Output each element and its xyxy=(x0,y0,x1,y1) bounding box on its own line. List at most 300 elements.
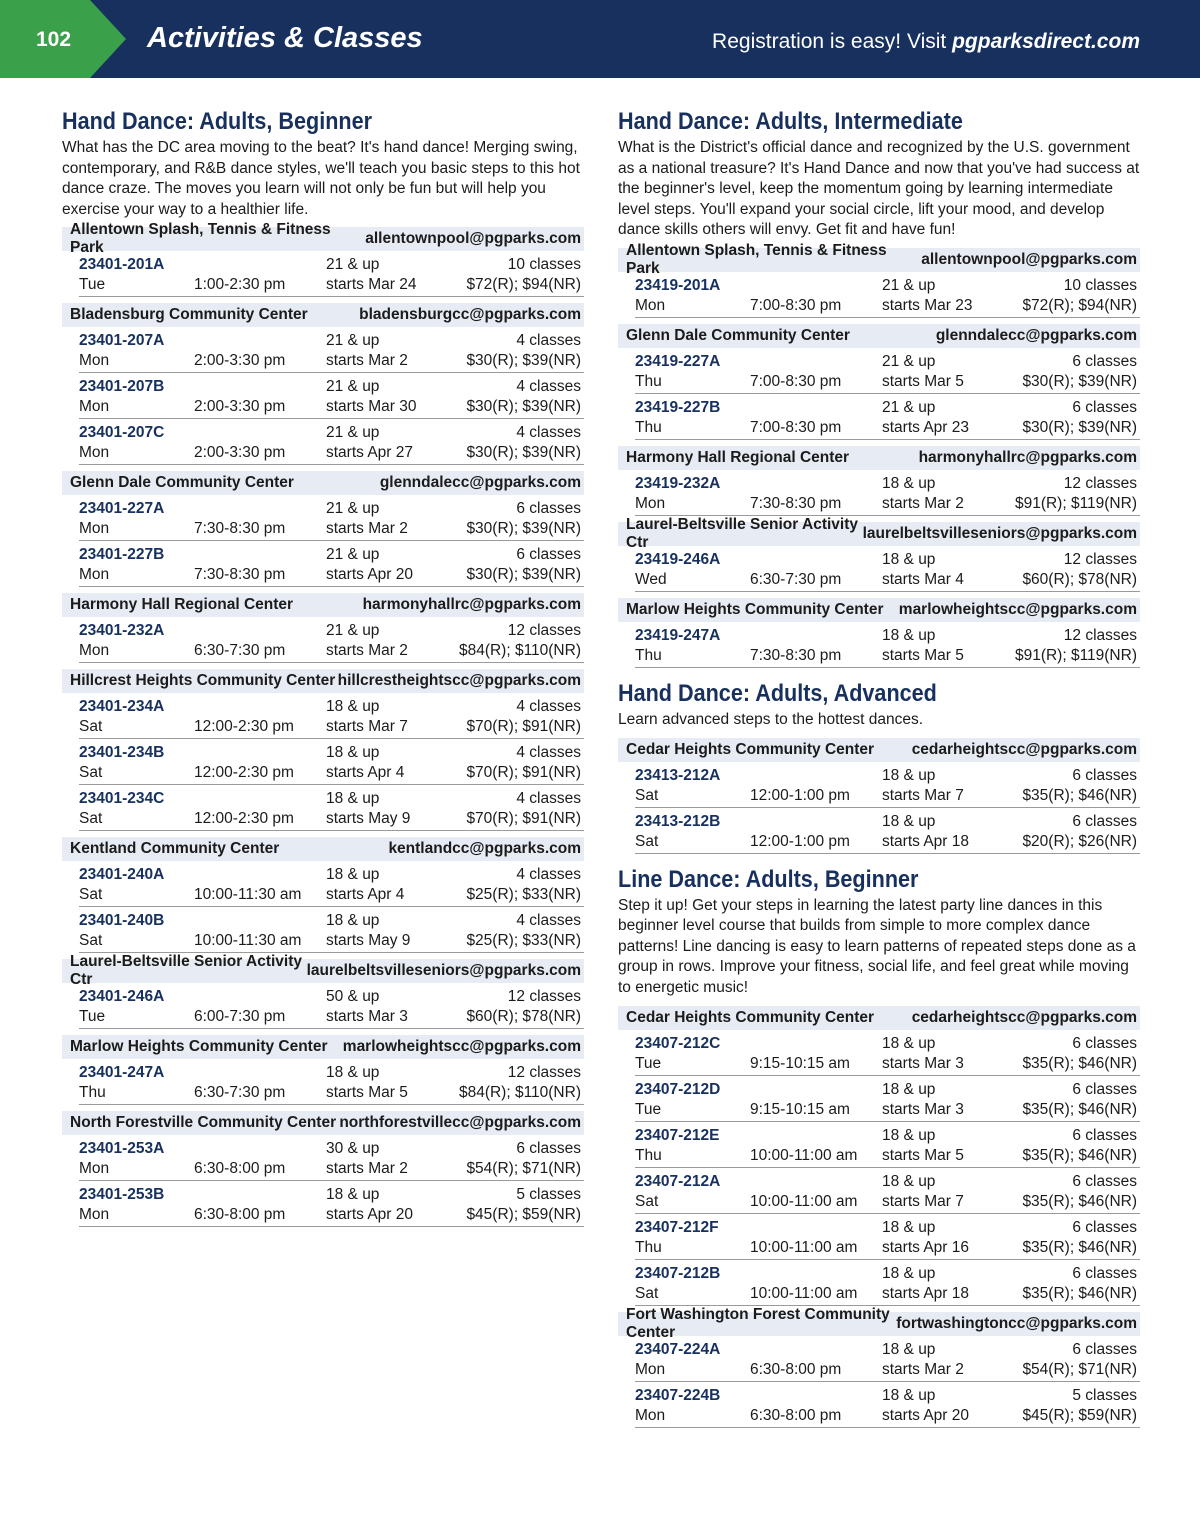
class-code[interactable]: 23407-212E xyxy=(635,1126,720,1144)
class-start: starts Apr 18 xyxy=(882,832,970,850)
class-age: 21 & up xyxy=(882,276,936,294)
row-spacer xyxy=(750,1264,882,1284)
row-spacer xyxy=(750,474,882,494)
location-email[interactable]: kentlandcc@pgparks.com xyxy=(388,840,581,858)
class-age: 18 & up xyxy=(882,1264,936,1282)
class-row xyxy=(635,473,1140,516)
class-age: 18 & up xyxy=(882,1340,936,1358)
class-day: Mon xyxy=(79,1160,110,1178)
class-day: Thu xyxy=(635,1146,662,1164)
class-time: 9:15-10:15 am xyxy=(750,1100,850,1118)
row-spacer xyxy=(750,1340,882,1360)
location-email[interactable]: fortwashingtoncc@pgparks.com xyxy=(896,1314,1137,1332)
class-count: 5 classes xyxy=(1072,1386,1137,1404)
class-day: Mon xyxy=(635,296,666,314)
location-group xyxy=(618,324,1140,440)
class-code[interactable]: 23419-201A xyxy=(635,276,721,294)
location-group xyxy=(62,303,584,465)
class-age: 18 & up xyxy=(326,698,380,716)
class-row xyxy=(79,422,584,465)
location-name: Fort Washington Forest Community Center xyxy=(626,1305,890,1341)
row-spacer xyxy=(750,1034,882,1054)
class-code[interactable]: 23419-246A xyxy=(635,550,721,568)
class-code[interactable]: 23401-232A xyxy=(79,622,165,640)
class-start: starts Mar 7 xyxy=(882,786,964,804)
class-row xyxy=(79,330,584,373)
class-row xyxy=(79,1062,584,1105)
class-start: starts Mar 5 xyxy=(882,646,964,664)
class-time: 1:00-2:30 pm xyxy=(194,276,286,294)
location-group xyxy=(618,241,1140,318)
class-count: 6 classes xyxy=(1072,766,1137,784)
class-row xyxy=(635,1171,1140,1214)
class-code[interactable]: 23401-227A xyxy=(79,500,165,518)
class-count: 6 classes xyxy=(1072,1218,1137,1236)
class-fee: $25(R); $33(NR) xyxy=(466,886,581,904)
class-row xyxy=(635,1263,1140,1306)
class-row xyxy=(79,254,584,297)
class-row xyxy=(635,811,1140,854)
class-start: starts Apr 20 xyxy=(326,566,414,584)
class-day: Sat xyxy=(635,786,659,804)
class-fee: $30(R); $39(NR) xyxy=(1022,418,1137,436)
location-name: Allentown Splash, Tennis & Fitness Park xyxy=(626,241,887,277)
class-fee: $35(R); $46(NR) xyxy=(1022,1054,1137,1072)
class-code[interactable]: 23407-212A xyxy=(635,1172,721,1190)
row-spacer xyxy=(194,697,326,717)
location-name: Allentown Splash, Tennis & Fitness Park xyxy=(70,221,331,257)
location-group xyxy=(618,598,1140,668)
location-email[interactable]: allentownpool@pgparks.com xyxy=(365,230,581,248)
class-time: 12:00-2:30 pm xyxy=(194,764,294,782)
class-age: 21 & up xyxy=(326,622,380,640)
class-time: 2:00-3:30 pm xyxy=(194,444,286,462)
class-age: 21 & up xyxy=(326,500,380,518)
location-name: Cedar Heights Community Center xyxy=(626,1008,875,1026)
class-start: starts Mar 24 xyxy=(326,276,417,294)
class-code[interactable]: 23401-253A xyxy=(79,1140,165,1158)
class-code[interactable]: 23401-240B xyxy=(79,912,165,930)
class-code[interactable]: 23407-212D xyxy=(635,1080,721,1098)
page-header xyxy=(0,0,1200,78)
row-spacer xyxy=(750,812,882,832)
location-name: Laurel-Beltsville Senior Activity Ctr xyxy=(626,515,859,551)
location-name: Kentland Community Center xyxy=(70,840,280,858)
location-email[interactable]: marlowheightscc@pgparks.com xyxy=(342,1038,581,1056)
class-section xyxy=(618,680,1140,854)
class-count: 6 classes xyxy=(516,500,581,518)
class-section xyxy=(618,866,1140,1428)
class-section xyxy=(62,108,584,1227)
header-title: Activities & Classes xyxy=(147,22,423,54)
class-day: Tue xyxy=(79,276,106,294)
class-code[interactable]: 23401-253B xyxy=(79,1186,165,1204)
location-header xyxy=(62,471,584,495)
class-age: 18 & up xyxy=(326,1064,380,1082)
class-day: Wed xyxy=(635,570,667,588)
class-day: Thu xyxy=(635,1238,662,1256)
class-age: 18 & up xyxy=(326,1186,380,1204)
section-title: Line Dance: Adults, Beginner xyxy=(618,865,919,893)
class-day: Mon xyxy=(635,494,666,512)
class-row xyxy=(635,765,1140,808)
class-count: 4 classes xyxy=(516,698,581,716)
row-spacer xyxy=(194,499,326,519)
class-start: starts Mar 2 xyxy=(326,1160,408,1178)
class-fee: $30(R); $39(NR) xyxy=(1022,372,1137,390)
class-start: starts Mar 2 xyxy=(326,352,408,370)
location-group xyxy=(62,1035,584,1105)
location-email[interactable]: northforestvillecc@pgparks.com xyxy=(339,1114,581,1132)
class-time: 6:30-7:30 pm xyxy=(194,642,286,660)
class-count: 4 classes xyxy=(516,744,581,762)
class-fee: $30(R); $39(NR) xyxy=(466,566,581,584)
class-count: 6 classes xyxy=(1072,352,1137,370)
class-fee: $91(R); $119(NR) xyxy=(1014,646,1137,664)
class-start: starts Mar 7 xyxy=(326,718,408,736)
class-count: 12 classes xyxy=(507,622,581,640)
class-fee: $20(R); $26(NR) xyxy=(1022,832,1137,850)
registration-link[interactable]: pgparksdirect.com xyxy=(952,30,1140,53)
location-header xyxy=(618,1006,1140,1030)
location-email[interactable]: cedarheightscc@pgparks.com xyxy=(911,1008,1137,1026)
class-fee: $70(R); $91(NR) xyxy=(466,810,581,828)
class-age: 21 & up xyxy=(326,332,380,350)
row-spacer xyxy=(194,1185,326,1205)
class-fee: $30(R); $39(NR) xyxy=(466,444,581,462)
class-day: Sat xyxy=(635,1284,659,1302)
location-header xyxy=(618,598,1140,622)
class-time: 10:00-11:00 am xyxy=(750,1238,858,1256)
class-start: starts Mar 5 xyxy=(882,372,964,390)
class-day: Mon xyxy=(79,444,110,462)
row-spacer xyxy=(194,865,326,885)
class-count: 4 classes xyxy=(516,866,581,884)
class-row xyxy=(635,275,1140,318)
class-time: 7:00-8:30 pm xyxy=(750,372,842,390)
location-header xyxy=(62,1035,584,1059)
class-age: 21 & up xyxy=(326,424,380,442)
row-spacer xyxy=(194,331,326,351)
class-fee: $70(R); $91(NR) xyxy=(466,718,581,736)
class-time: 7:30-8:30 pm xyxy=(194,520,286,538)
location-email[interactable]: bladensburgcc@pgparks.com xyxy=(359,306,581,324)
class-start: starts Apr 18 xyxy=(882,1284,970,1302)
location-header xyxy=(62,669,584,693)
class-age: 18 & up xyxy=(882,474,936,492)
location-email[interactable]: cedarheightscc@pgparks.com xyxy=(911,740,1137,758)
class-start: starts May 9 xyxy=(326,932,411,950)
location-group xyxy=(62,953,584,1029)
location-email[interactable]: glenndalecc@pgparks.com xyxy=(379,474,581,492)
class-code[interactable]: 23407-224A xyxy=(635,1340,721,1358)
section-title: Hand Dance: Adults, Intermediate xyxy=(618,108,963,135)
location-group xyxy=(618,1305,1140,1428)
class-count: 6 classes xyxy=(1072,1172,1137,1190)
class-row xyxy=(79,986,584,1029)
class-row xyxy=(79,544,584,587)
row-spacer xyxy=(194,377,326,397)
class-code[interactable]: 23401-207C xyxy=(79,424,165,442)
class-code[interactable]: 23401-234A xyxy=(79,698,165,716)
class-time: 6:00-7:30 pm xyxy=(194,1008,286,1026)
class-code[interactable]: 23413-212A xyxy=(635,766,721,784)
location-name: Marlow Heights Community Center xyxy=(70,1038,328,1056)
location-header xyxy=(62,837,584,861)
location-name: Laurel-Beltsville Senior Activity Ctr xyxy=(70,953,303,989)
class-start: starts Mar 3 xyxy=(882,1100,964,1118)
class-row xyxy=(79,498,584,541)
class-start: starts Apr 27 xyxy=(326,444,414,462)
location-header xyxy=(618,515,1140,551)
class-code[interactable]: 23401-207B xyxy=(79,378,165,396)
class-code[interactable]: 23419-247A xyxy=(635,626,721,644)
class-code[interactable]: 23401-240A xyxy=(79,866,165,884)
section-description: What has the DC area moving to the beat? It's hand dance! Merging swing, contemporary, and R&B dance styles, we'll teach you basic steps to this hot dance craze. The moves you learn will not only be fun but will help you exercise your way to a healthier life. xyxy=(62,139,580,218)
class-time: 7:00-8:30 pm xyxy=(750,296,842,314)
class-count: 6 classes xyxy=(516,546,581,564)
class-day: Thu xyxy=(635,418,662,436)
row-spacer xyxy=(750,1218,882,1238)
class-count: 12 classes xyxy=(507,988,581,1006)
location-group xyxy=(618,515,1140,592)
location-name: Glenn Dale Community Center xyxy=(626,326,850,344)
location-email[interactable]: glenndalecc@pgparks.com xyxy=(935,326,1137,344)
class-code[interactable]: 23407-212F xyxy=(635,1218,719,1236)
class-section xyxy=(618,108,1140,668)
class-code[interactable]: 23401-201A xyxy=(79,256,165,274)
class-time: 7:30-8:30 pm xyxy=(750,646,842,664)
class-time: 6:30-8:00 pm xyxy=(750,1360,842,1378)
class-row xyxy=(635,549,1140,592)
section-title: Hand Dance: Adults, Advanced xyxy=(618,679,937,707)
class-age: 21 & up xyxy=(326,256,380,274)
class-row xyxy=(635,351,1140,394)
class-count: 4 classes xyxy=(516,378,581,396)
class-code[interactable]: 23413-212B xyxy=(635,812,721,830)
class-count: 12 classes xyxy=(1063,626,1137,644)
row-spacer xyxy=(750,550,882,570)
class-day: Sat xyxy=(635,832,659,850)
location-group xyxy=(62,593,584,663)
registration-text: Registration is easy! Visit xyxy=(712,30,953,53)
class-count: 6 classes xyxy=(516,1140,581,1158)
class-fee: $35(R); $46(NR) xyxy=(1022,1100,1137,1118)
class-fee: $45(R); $59(NR) xyxy=(1022,1406,1137,1424)
class-count: 6 classes xyxy=(1072,1126,1137,1144)
class-fee: $60(R); $78(NR) xyxy=(466,1008,581,1026)
location-name: Bladensburg Community Center xyxy=(70,306,308,324)
location-email[interactable]: hillcrestheightscc@pgparks.com xyxy=(337,672,581,690)
class-start: starts Mar 7 xyxy=(882,1192,964,1210)
location-header xyxy=(62,303,584,327)
class-row xyxy=(79,742,584,785)
row-spacer xyxy=(750,1386,882,1406)
page-tab-arrow xyxy=(90,0,126,78)
class-time: 12:00-1:00 pm xyxy=(750,786,850,804)
class-fee: $35(R); $46(NR) xyxy=(1022,1192,1137,1210)
class-time: 2:00-3:30 pm xyxy=(194,352,286,370)
class-age: 18 & up xyxy=(882,1080,936,1098)
location-name: Cedar Heights Community Center xyxy=(626,740,875,758)
location-email[interactable]: harmonyhallrc@pgparks.com xyxy=(362,596,581,614)
location-email[interactable]: allentownpool@pgparks.com xyxy=(921,250,1137,268)
class-code[interactable]: 23407-224B xyxy=(635,1386,721,1404)
class-time: 6:30-8:00 pm xyxy=(194,1206,286,1224)
row-spacer xyxy=(750,766,882,786)
class-row xyxy=(635,1385,1140,1428)
location-group xyxy=(62,221,584,297)
class-day: Mon xyxy=(79,642,110,660)
class-age: 30 & up xyxy=(326,1140,380,1158)
class-fee: $35(R); $46(NR) xyxy=(1022,1284,1137,1302)
location-email[interactable]: laurelbeltsvilleseniors@pgparks.com xyxy=(862,524,1137,542)
class-row xyxy=(79,788,584,831)
class-code[interactable]: 23407-212C xyxy=(635,1034,721,1052)
class-time: 7:00-8:30 pm xyxy=(750,418,842,436)
location-email[interactable]: harmonyhallrc@pgparks.com xyxy=(918,448,1137,466)
class-age: 18 & up xyxy=(882,550,936,568)
class-code[interactable]: 23401-207A xyxy=(79,332,165,350)
class-count: 6 classes xyxy=(1072,1080,1137,1098)
class-time: 2:00-3:30 pm xyxy=(194,398,286,416)
class-row xyxy=(79,1184,584,1227)
class-count: 6 classes xyxy=(1072,1340,1137,1358)
class-age: 18 & up xyxy=(882,1218,936,1236)
class-day: Mon xyxy=(79,398,110,416)
class-age: 21 & up xyxy=(882,398,936,416)
section-description: Learn advanced steps to the hottest dances. xyxy=(618,710,924,728)
class-age: 18 & up xyxy=(882,626,936,644)
class-start: starts Mar 2 xyxy=(326,520,408,538)
class-code[interactable]: 23401-247A xyxy=(79,1064,165,1082)
class-count: 12 classes xyxy=(507,1064,581,1082)
class-age: 18 & up xyxy=(326,912,380,930)
location-name: Hillcrest Heights Community Center xyxy=(70,672,336,690)
location-name: Glenn Dale Community Center xyxy=(70,474,294,492)
right-column xyxy=(618,108,1140,1440)
class-count: 6 classes xyxy=(1072,1264,1137,1282)
class-time: 6:30-7:30 pm xyxy=(194,1084,286,1102)
class-count: 12 classes xyxy=(1063,474,1137,492)
class-day: Tue xyxy=(79,1008,106,1026)
row-spacer xyxy=(194,255,326,275)
class-fee: $30(R); $39(NR) xyxy=(466,398,581,416)
class-fee: $25(R); $33(NR) xyxy=(466,932,581,950)
class-time: 7:30-8:30 pm xyxy=(750,494,842,512)
class-age: 18 & up xyxy=(882,812,936,830)
location-email[interactable]: laurelbeltsvilleseniors@pgparks.com xyxy=(306,962,581,980)
class-code[interactable]: 23419-232A xyxy=(635,474,721,492)
class-time: 10:00-11:00 am xyxy=(750,1192,858,1210)
row-spacer xyxy=(194,1139,326,1159)
class-row xyxy=(635,1125,1140,1168)
class-time: 10:00-11:30 am xyxy=(194,932,302,950)
class-count: 10 classes xyxy=(507,256,581,274)
class-age: 18 & up xyxy=(882,1126,936,1144)
location-header xyxy=(62,593,584,617)
row-spacer xyxy=(194,621,326,641)
section-description: What is the District's official dance and recognized by the U.S. government as a national treasure? It's Hand Dance and now that you've had success at the beginner's level, keep the momentum going by learning intermediate level steps. You'll expand your social circle, lift your mood, and develop dance skills others will envy. Get fit and have fun! xyxy=(618,139,1140,239)
class-row xyxy=(79,910,584,953)
class-count: 4 classes xyxy=(516,912,581,930)
class-count: 4 classes xyxy=(516,424,581,442)
location-group xyxy=(62,837,584,953)
class-fee: $30(R); $39(NR) xyxy=(466,352,581,370)
location-header xyxy=(62,953,584,989)
class-row xyxy=(79,864,584,907)
class-day: Mon xyxy=(79,520,110,538)
class-start: starts Apr 4 xyxy=(326,764,405,782)
class-start: starts Apr 4 xyxy=(326,886,405,904)
row-spacer xyxy=(750,352,882,372)
class-start: starts Mar 30 xyxy=(326,398,417,416)
class-row xyxy=(79,620,584,663)
class-code[interactable]: 23407-212B xyxy=(635,1264,721,1282)
location-name: Harmony Hall Regional Center xyxy=(626,448,850,466)
class-row xyxy=(79,1138,584,1181)
class-code[interactable]: 23419-227A xyxy=(635,352,721,370)
location-email[interactable]: marlowheightscc@pgparks.com xyxy=(898,600,1137,618)
class-time: 6:30-8:00 pm xyxy=(750,1406,842,1424)
class-fee: $60(R); $78(NR) xyxy=(1022,570,1137,588)
class-day: Sat xyxy=(79,810,103,828)
class-code[interactable]: 23419-227B xyxy=(635,398,721,416)
class-start: starts Mar 2 xyxy=(882,1360,964,1378)
class-start: starts May 9 xyxy=(326,810,411,828)
class-code[interactable]: 23401-227B xyxy=(79,546,165,564)
class-day: Mon xyxy=(79,352,110,370)
class-code[interactable]: 23401-246A xyxy=(79,988,165,1006)
class-day: Mon xyxy=(635,1406,666,1424)
row-spacer xyxy=(194,911,326,931)
class-count: 12 classes xyxy=(1063,550,1137,568)
class-code[interactable]: 23401-234B xyxy=(79,744,165,762)
left-column xyxy=(62,108,584,1239)
class-fee: $45(R); $59(NR) xyxy=(466,1206,581,1224)
row-spacer xyxy=(750,1126,882,1146)
location-header xyxy=(618,241,1140,277)
location-name: Harmony Hall Regional Center xyxy=(70,596,294,614)
row-spacer xyxy=(194,987,326,1007)
class-start: starts Mar 5 xyxy=(882,1146,964,1164)
class-count: 6 classes xyxy=(1072,398,1137,416)
row-spacer xyxy=(750,398,882,418)
class-age: 50 & up xyxy=(326,988,380,1006)
class-time: 10:00-11:00 am xyxy=(750,1284,858,1302)
class-time: 10:00-11:00 am xyxy=(750,1146,858,1164)
class-day: Sat xyxy=(635,1192,659,1210)
class-row xyxy=(635,625,1140,668)
class-fee: $91(R); $119(NR) xyxy=(1014,494,1137,512)
class-fee: $30(R); $39(NR) xyxy=(466,520,581,538)
row-spacer xyxy=(194,423,326,443)
class-age: 21 & up xyxy=(326,546,380,564)
location-group xyxy=(62,471,584,587)
class-row xyxy=(79,696,584,739)
class-count: 6 classes xyxy=(1072,1034,1137,1052)
class-day: Mon xyxy=(635,1360,666,1378)
class-age: 18 & up xyxy=(326,744,380,762)
class-row xyxy=(635,1079,1140,1122)
class-fee: $70(R); $91(NR) xyxy=(466,764,581,782)
class-code[interactable]: 23401-234C xyxy=(79,790,165,808)
class-start: starts Mar 5 xyxy=(326,1084,408,1102)
class-fee: $35(R); $46(NR) xyxy=(1022,1146,1137,1164)
class-day: Thu xyxy=(635,372,662,390)
class-time: 7:30-8:30 pm xyxy=(194,566,286,584)
class-row xyxy=(635,1033,1140,1076)
